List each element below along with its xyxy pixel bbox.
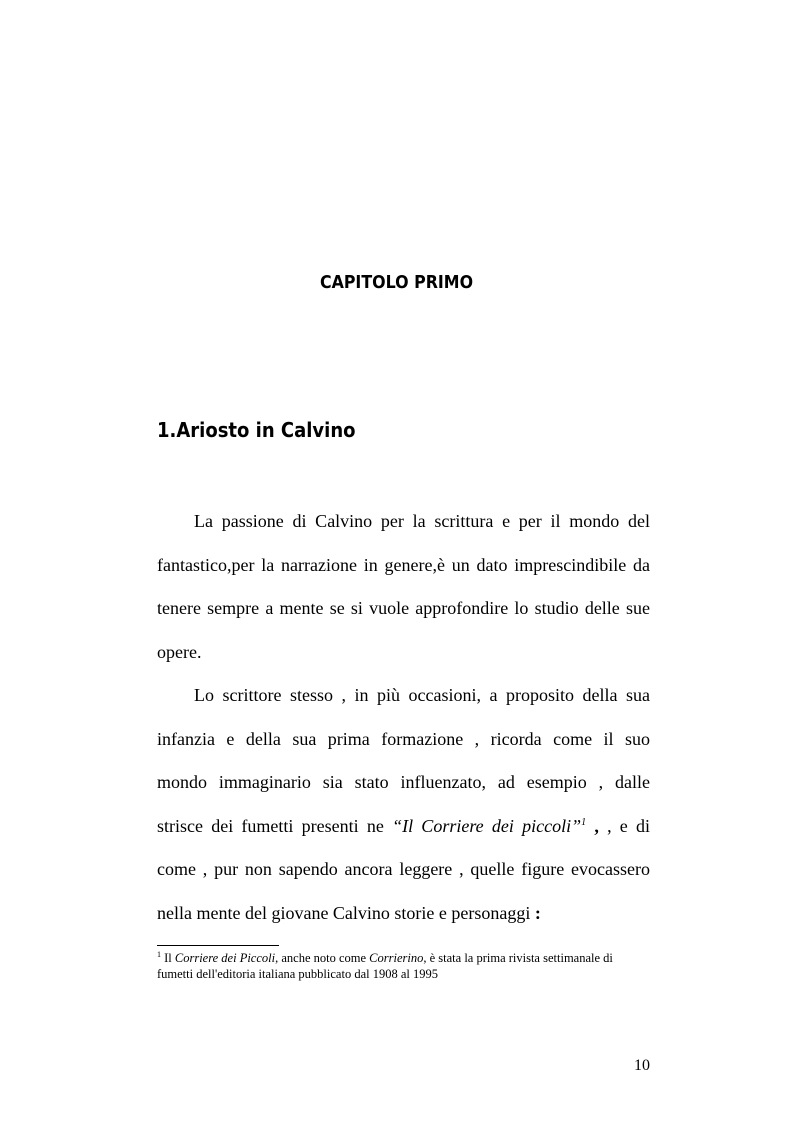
periodical-title-text: “Il Corriere dei piccoli” xyxy=(392,815,582,836)
chapter-title: CAPITOLO PRIMO xyxy=(319,272,474,293)
footnote-lead: Il xyxy=(164,951,172,965)
footnote xyxy=(157,950,650,982)
periodical-title xyxy=(392,816,586,836)
section-title: 1.Ariosto in Calvino xyxy=(157,418,356,442)
paragraph-2-line-4 xyxy=(157,805,650,849)
paragraph-1-line-2: fantastico,per la narrazione in genere,è un dato imprescindibile da xyxy=(157,554,650,575)
paragraph-2-line-3: mondo immaginario sia stato influenzato, ad esempio , dalle xyxy=(157,772,650,792)
body-text xyxy=(157,500,650,935)
line-6-text: nella mente del giovane Calvino storie e personaggi xyxy=(157,902,531,923)
paragraph-1-line-4: opere. xyxy=(157,641,202,662)
paragraph-2-line-1: Lo scrittore stesso , in più occasioni, a proposito della sua xyxy=(194,685,650,705)
paragraph-1-line-1: La passione di Calvino per la scrittura e per il mondo del xyxy=(194,511,650,531)
footnote-middle: , anche noto come xyxy=(275,951,367,965)
footnote-reference: 1 xyxy=(581,816,587,828)
bold-colon: : xyxy=(534,902,541,923)
paragraph-2-line-5: come , pur non sapendo ancora leggere , quelle figure evocassero xyxy=(157,859,650,879)
page-number: 10 xyxy=(634,1057,650,1074)
paragraph-2 xyxy=(157,674,650,935)
footnote-italic-1: Corriere dei Piccoli xyxy=(174,951,276,965)
line-4-text: strisce dei fumetti presenti ne xyxy=(157,815,384,836)
line-4-tail: , e di xyxy=(607,815,651,836)
footnote-tail: , è stata la prima rivista settimanale di fumetti dell'editoria italiana pubblicato dal 1908 al 1995 xyxy=(157,951,613,981)
footnote-separator xyxy=(157,945,279,946)
footnote-italic-2: Corrierino xyxy=(369,951,424,965)
paragraph-2-line-2: infanzia e della sua prima formazione , ricorda come il suo xyxy=(157,728,650,749)
paragraph-1-line-3: tenere sempre a mente se si vuole approfondire lo studio delle sue xyxy=(157,598,650,618)
paragraph-1 xyxy=(157,500,650,674)
paragraph-2-line-6 xyxy=(157,892,650,936)
bold-comma: , xyxy=(594,815,599,836)
footnote-marker: 1 xyxy=(157,949,161,959)
